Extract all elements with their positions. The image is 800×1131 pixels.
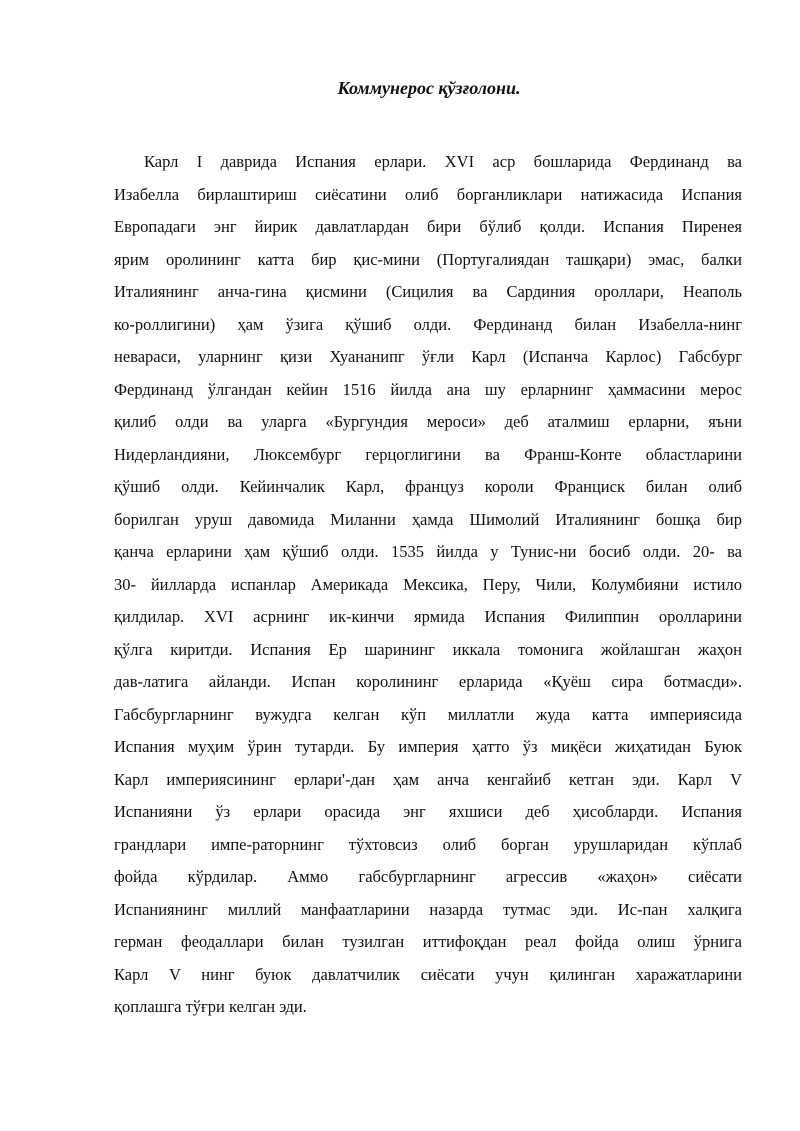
paragraph-line: Габсбургларнинг вужудга келган кўп миллатли жуда катта империясида — [114, 704, 742, 724]
paragraph-line: ко-роллигини) ҳам ўзига қўшиб олди. Фердинанд билан Изабелла-нинг — [114, 314, 742, 334]
paragraph-line: борилган уруш давомида Миланни ҳамда Шимолий Италиянинг бошқа бир — [114, 509, 742, 529]
paragraph-line: ярим оролининг катта бир қис-мини (Португалиядан ташқари) эмас, балки — [114, 249, 742, 269]
paragraph-line: қилиб олди ва уларга «Бургундия мероси» деб аталмиш ерларни, яъни — [114, 412, 742, 431]
paragraph-line: қўшиб олди. Кейинчалик Карл, француз короли Франциск билан олиб — [114, 477, 742, 496]
paragraph-line: невараси, уларнинг қизи Хуананипг ўғли Карл (Испанча Карлос) Габсбург — [114, 347, 742, 366]
paragraph-line: қанча ерларини ҳам қўшиб олди. 1535 йилда у Тунис-ни босиб олди. 20- ва — [114, 542, 742, 561]
paragraph-line: Италиянинг анча-гина қисмини (Сицилия ва Сардиния ороллари, Неаполь — [114, 282, 742, 301]
paragraph-line: Карл I даврида Испания ерлари. XVI аср бошларида Фердинанд ва — [144, 152, 742, 171]
paragraph-line: Изабелла бирлаштириш сиёсатини олиб борганликлари натижасида Испания — [114, 184, 742, 204]
paragraph-line: грандлари импе-раторнинг тўхтовсиз олиб борган урушларидан кўплаб — [114, 834, 742, 854]
paragraph-line: Нидерландияни, Люксембург герцоглигини ва Франш-Конте областларини — [114, 444, 742, 464]
document-title: Коммунерос қўзғолони. — [337, 78, 521, 98]
paragraph-line: герман феодаллари билан тузилган иттифоқдан реал фойда олиш ўрнига — [114, 932, 742, 951]
paragraph-line: Европадаги энг йирик давлатлардан бири бўлиб қолди. Испания Пиренея — [114, 217, 742, 236]
paragraph-line: қоплашга тўғри келган эди. — [114, 997, 307, 1016]
paragraph-line: фойда кўрдилар. Аммо габсбургларнинг агрессив «жаҳон» сиёсати — [114, 867, 742, 886]
paragraph-line: Испания муҳим ўрин тутарди. Бу империя ҳатто ўз миқёси жиҳатидан Буюк — [114, 737, 742, 756]
paragraph-line: 30- йилларда испанлар Америкада Мексика, Перу, Чили, Колумбияни истило — [114, 574, 742, 594]
paragraph-line: қилдилар. XVI асрнинг ик-кинчи ярмида Испания Филиппин оролларини — [114, 607, 742, 626]
paragraph-line: Карл империясининг ерлари'-дан ҳам анча кенгайиб кетган эди. Карл V — [114, 769, 742, 789]
paragraph-line: қўлга киритди. Испания Ер шарининг иккала томонига жойлашган жаҳон — [114, 639, 742, 659]
paragraph-line: Карл V нинг буюк давлатчилик сиёсати учун қилинган харажатларини — [114, 964, 742, 984]
paragraph-line: дав-латига айланди. Испан королининг ерларида «Қуёш сира ботмасди». — [114, 672, 742, 691]
body-paragraph — [114, 146, 742, 1024]
paragraph-line: Испанияни ўз ерлари орасида энг яхшиси деб ҳисобларди. Испания — [114, 802, 742, 821]
paragraph-line: Фердинанд ўлгандан кейин 1516 йилда ана шу ерларнинг ҳаммасини мерос — [114, 379, 742, 399]
paragraph-line: Испаниянинг миллий манфаатларини назарда тутмас эди. Ис-пан халқига — [114, 899, 742, 919]
